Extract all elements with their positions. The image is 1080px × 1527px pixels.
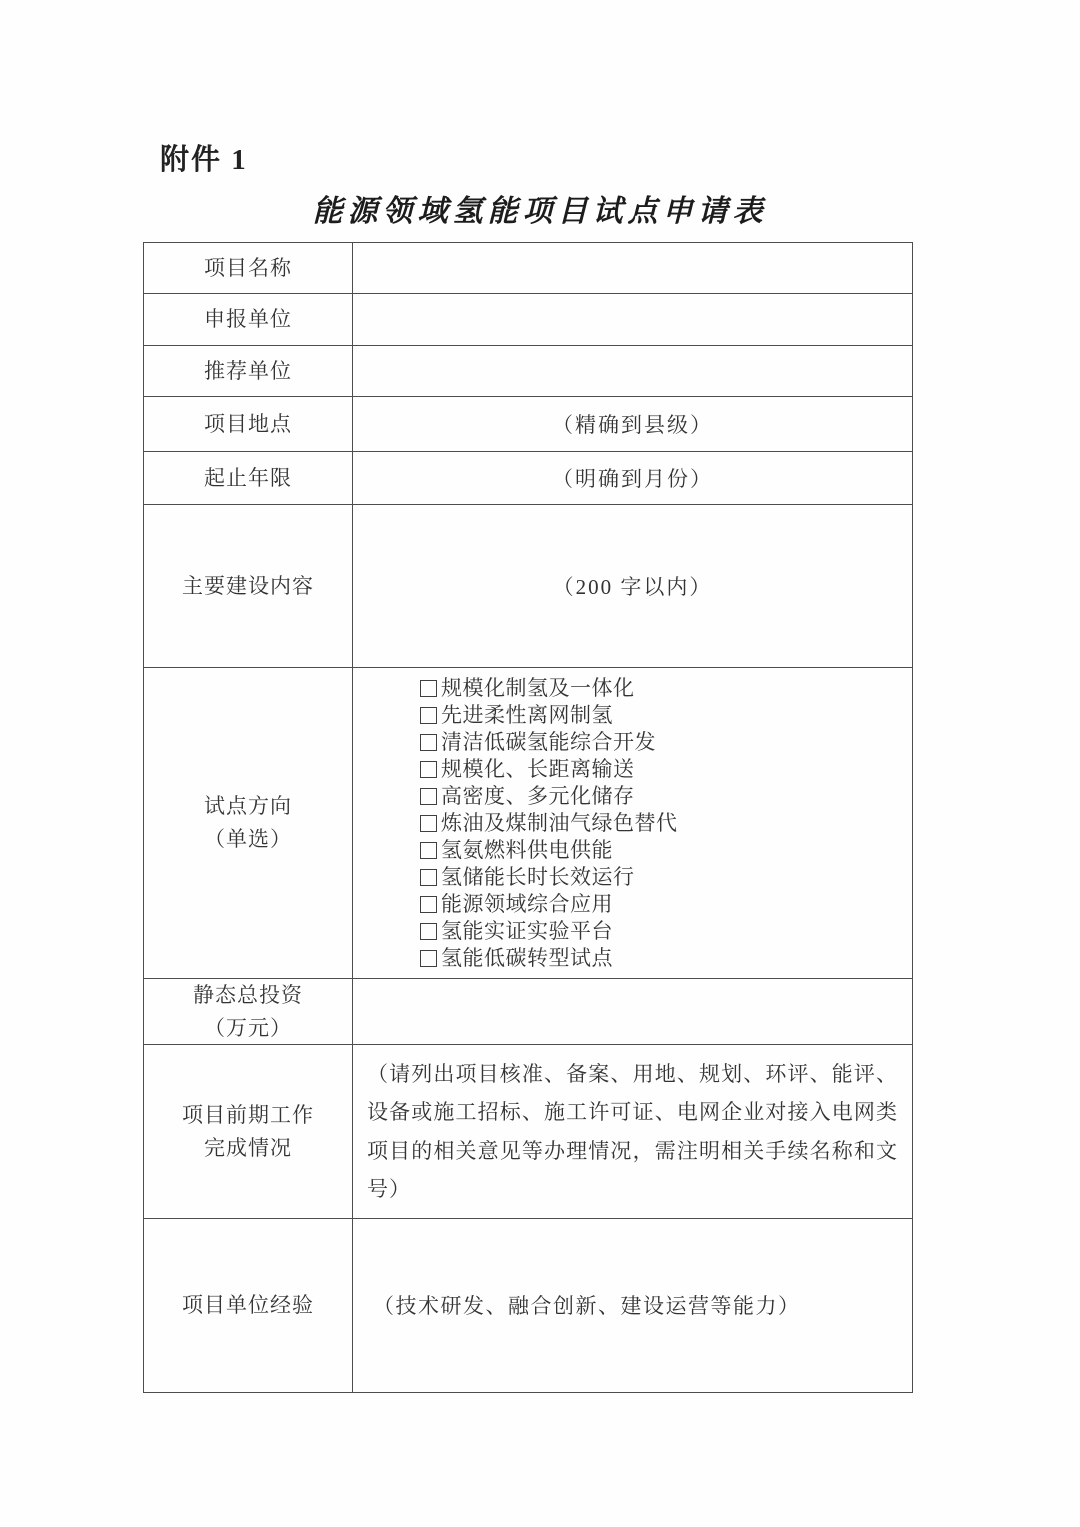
- row-label-applicant-unit: 申报单位: [144, 294, 353, 346]
- checkbox-icon[interactable]: [420, 815, 437, 832]
- table-row: [144, 979, 913, 1045]
- pilot-option: [420, 918, 902, 945]
- pilot-option-label: 炼油及煤制油气绿色替代: [441, 811, 678, 835]
- checkbox-icon[interactable]: [420, 761, 437, 778]
- unit-experience-hint: （技术研发、融合创新、建设运营等能力）: [353, 1218, 913, 1392]
- pilot-direction-label-line1: 试点方向: [204, 794, 292, 819]
- preliminary-work-hint: （请列出项目核准、备案、用地、规划、环评、能评、设备或施工招标、施工许可证、电网企业对接入电网类项目的相关意见等办理情况，需注明相关手续名称和文号）: [353, 1045, 913, 1219]
- pilot-direction-options-cell: [353, 668, 913, 979]
- table-row: [144, 452, 913, 505]
- start-end-years-hint: （明确到月份）: [353, 452, 913, 505]
- pilot-option-label: 清洁低碳氢能综合开发: [441, 730, 656, 754]
- application-form-table: [143, 242, 913, 1393]
- table-row: [144, 397, 913, 452]
- pilot-option-label: 氢能低碳转型试点: [441, 946, 613, 970]
- checkbox-icon[interactable]: [420, 788, 437, 805]
- pilot-option: [420, 945, 902, 972]
- pilot-option: [420, 702, 902, 729]
- checkbox-icon[interactable]: [420, 842, 437, 859]
- pilot-option-label: 高密度、多元化储存: [441, 784, 635, 808]
- pilot-option: [420, 756, 902, 783]
- pilot-option: [420, 864, 902, 891]
- pilot-option-label: 氢能实证实验平台: [441, 919, 613, 943]
- checkbox-icon[interactable]: [420, 950, 437, 967]
- main-construction-hint: （200 字以内）: [353, 505, 913, 668]
- table-row: [144, 1045, 913, 1219]
- project-name-value-cell: [353, 243, 913, 294]
- checkbox-icon[interactable]: [420, 734, 437, 751]
- recommending-unit-value-cell: [353, 346, 913, 397]
- pilot-option: [420, 891, 902, 918]
- table-row: [144, 1218, 913, 1392]
- pilot-option: [420, 783, 902, 810]
- pilot-option-label: 氢氨燃料供电供能: [441, 838, 613, 862]
- pilot-option: [420, 837, 902, 864]
- pilot-option-label: 能源领域综合应用: [441, 892, 613, 916]
- row-label-pilot-direction: [144, 668, 353, 979]
- pilot-option-label: 规模化、长距离输送: [441, 757, 635, 781]
- row-label-preliminary-work: [144, 1045, 353, 1219]
- checkbox-icon[interactable]: [420, 923, 437, 940]
- table-row: [144, 505, 913, 668]
- static-investment-label-line1: 静态总投资: [193, 983, 303, 1007]
- preliminary-work-label-line1: 项目前期工作: [182, 1102, 314, 1127]
- row-label-project-location: 项目地点: [144, 397, 353, 452]
- static-investment-label-line2: （万元）: [204, 1015, 292, 1040]
- pilot-option-label: 氢储能长时长效运行: [441, 865, 635, 889]
- pilot-option: [420, 675, 902, 702]
- row-label-unit-experience: 项目单位经验: [144, 1218, 353, 1392]
- table-row: [144, 668, 913, 979]
- attachment-label: 附件 1: [160, 144, 248, 176]
- applicant-unit-value-cell: [353, 294, 913, 346]
- checkbox-icon[interactable]: [420, 707, 437, 724]
- page-title: 能源领域氢能项目试点申请表: [312, 195, 768, 228]
- checkbox-icon[interactable]: [420, 896, 437, 913]
- checkbox-icon[interactable]: [420, 680, 437, 697]
- project-location-hint: （精确到县级）: [353, 397, 913, 452]
- row-label-main-construction: 主要建设内容: [144, 505, 353, 668]
- static-investment-value-cell: [353, 979, 913, 1045]
- pilot-option-label: 规模化制氢及一体化: [441, 676, 635, 700]
- row-label-static-investment: [144, 979, 353, 1045]
- pilot-direction-label-line2: （单选）: [204, 827, 292, 851]
- row-label-recommending-unit: 推荐单位: [144, 346, 353, 397]
- table-row: [144, 346, 913, 397]
- row-label-start-end-years: 起止年限: [144, 452, 353, 505]
- table-row: [144, 243, 913, 294]
- pilot-option: [420, 810, 902, 837]
- preliminary-work-label-line2: 完成情况: [204, 1135, 292, 1160]
- checkbox-icon[interactable]: [420, 869, 437, 886]
- table-row: [144, 294, 913, 346]
- pilot-option: [420, 729, 902, 756]
- pilot-option-label: 先进柔性离网制氢: [441, 703, 613, 727]
- row-label-project-name: 项目名称: [144, 243, 353, 294]
